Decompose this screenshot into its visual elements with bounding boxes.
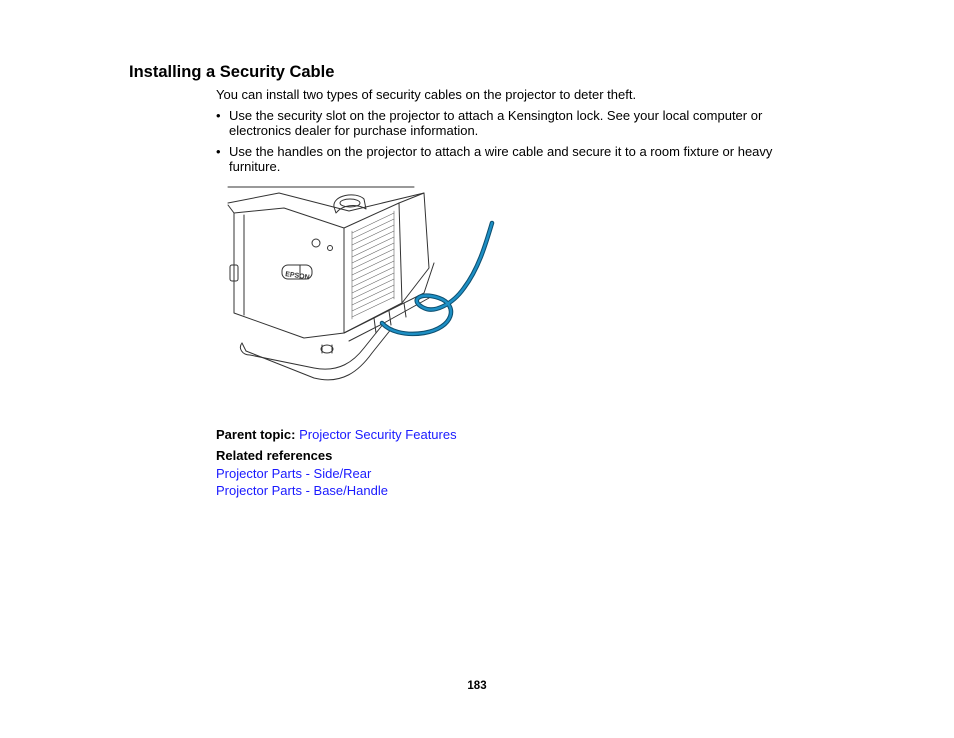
bullet-marker: • (216, 144, 221, 159)
page-number: 183 (467, 680, 487, 692)
list-item (216, 144, 796, 174)
cable-outline (382, 223, 492, 334)
page-title: Installing a Security Cable (129, 63, 335, 81)
projector-front-panel (344, 203, 402, 333)
cable-inner (382, 223, 492, 334)
intro-paragraph: You can install two types of security cables on the projector to deter theft. (216, 87, 637, 102)
instruction-list (216, 108, 796, 180)
security-cable (382, 223, 492, 334)
bullet-marker: • (216, 108, 221, 123)
parent-topic (216, 427, 457, 443)
projector-security-cable-illustration (224, 183, 496, 388)
related-references-heading: Related references (216, 448, 333, 463)
list-item (216, 108, 796, 138)
vent-grille (352, 211, 394, 319)
related-link-base-handle (216, 483, 388, 499)
panel-screw (312, 239, 320, 247)
projector-top-surface (228, 193, 424, 211)
related-link[interactable]: Projector Parts - Side/Rear (216, 466, 372, 481)
parent-topic-label: Parent topic: (216, 427, 296, 442)
projector-logo: EPSON (284, 271, 310, 282)
list-item-text: Use the security slot on the projector to attach a Kensington lock. See your local computer or electronics dealer for purchase information. (229, 108, 763, 138)
related-link-side-rear (216, 466, 371, 482)
parent-topic-link[interactable]: Projector Security Features (299, 427, 457, 442)
related-link[interactable]: Projector Parts - Base/Handle (216, 483, 388, 498)
front-handle (240, 323, 384, 369)
list-item-text: Use the handles on the projector to attach a wire cable and secure it to a room fixture or heavy furniture. (229, 144, 773, 174)
